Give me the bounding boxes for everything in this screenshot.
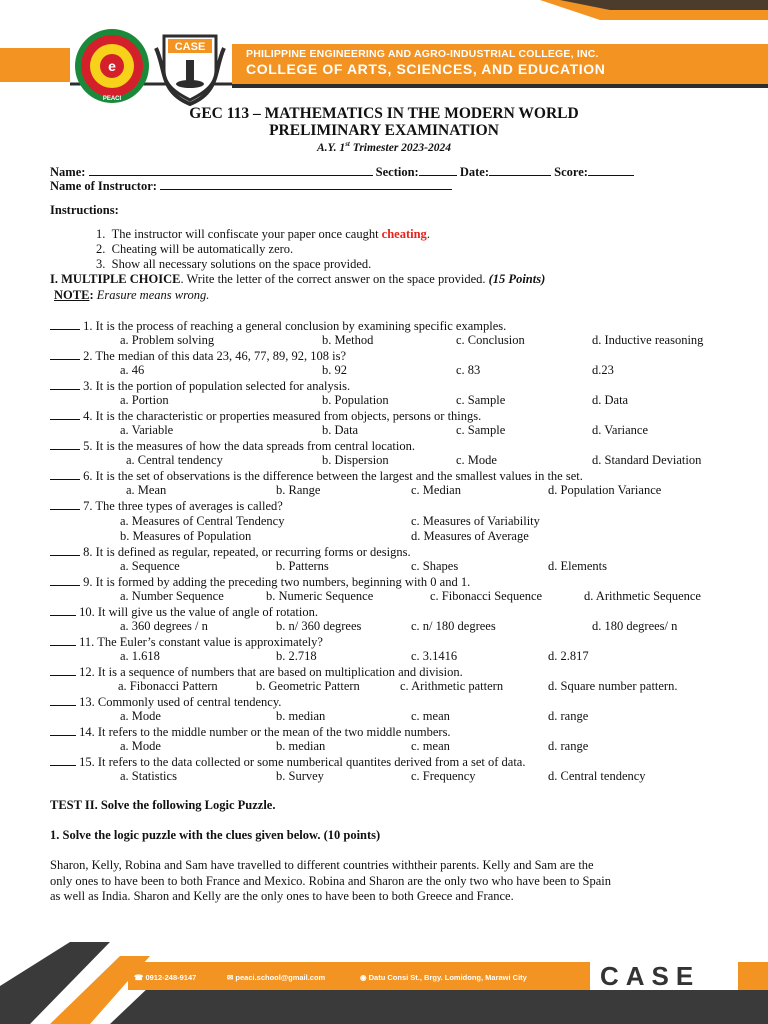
answer-blank[interactable] [50,634,76,646]
answer-blank[interactable] [50,724,76,736]
instruction-item-1 [96,227,430,241]
note-row: NOTE: Erasure means wrong. [54,288,210,302]
seal-right-text: CASE [174,41,206,53]
note-text: Erasure means wrong. [93,288,210,302]
note-label: NOTE [54,288,90,302]
option: a. Variable [120,423,174,437]
option: d.23 [592,363,614,377]
footer-address [360,973,527,982]
question-text: It is the process of reaching a general conclusion by examining specific examples. [95,319,507,333]
answer-blank[interactable] [50,574,80,586]
question-text: It refers to the middle number or the mean of the two middle numbers. [97,725,451,739]
option: c. Frequency [411,769,476,783]
option: d. Inductive reasoning [592,333,704,347]
instructor-row [50,178,452,193]
question-4 [50,408,481,423]
instructor-label: Name of Instructor: [50,179,157,193]
question-text: The Euler’s constant value is approximately? [97,635,323,649]
option: b. Numeric Sequence [266,589,374,603]
instructions-heading: Instructions: [50,203,119,217]
question-number: 1. [80,319,96,333]
answer-blank[interactable] [50,348,80,360]
option: b. median [276,739,326,753]
instruction-item-3 [96,257,371,271]
answer-blank[interactable] [50,378,80,390]
footer-brand: CASE [600,961,701,991]
question-14 [50,724,451,739]
question-8 [50,544,411,559]
answer-blank[interactable] [50,438,80,450]
option: b. Dispersion [322,453,389,467]
option: c. mean [411,739,450,753]
peaci-seal-logo [73,27,151,105]
option: d. 180 degrees/ n [592,619,678,633]
phone-text: 0912-248-9147 [145,973,197,982]
ay-prefix: A.Y. 1 [316,141,346,154]
question-12 [50,664,463,679]
option: c. Mode [456,453,497,467]
svg-text:e: e [108,58,116,74]
location-icon: ◉ [360,973,367,982]
option: c. Sample [456,393,506,407]
question-number: 6. [80,469,96,483]
score-label: Score: [554,165,588,179]
question-6 [50,468,583,483]
option: b. Data [322,423,359,437]
question-number: 15. [76,755,98,769]
option: c. 83 [456,363,481,377]
answer-blank[interactable] [50,754,76,766]
question-text: It refers to the data collected or some numberical quantites derived from a set of data. [97,755,526,769]
option: c. Fibonacci Sequence [430,589,543,603]
question-number: 3. [80,379,96,393]
section-field[interactable] [419,164,457,176]
option: c. Measures of Variability [411,514,540,528]
instruction-num: 2. [96,242,106,256]
institution-name: PHILIPPINE ENGINEERING AND AGRO-INDUSTRIAL COLLEGE, INC. [246,48,599,60]
option: d. Elements [548,559,608,573]
phone-icon: ☎ [134,973,144,982]
date-label: Date: [459,165,489,179]
email-icon: ✉ [227,973,234,982]
option: d. Arithmetic Sequence [584,589,701,603]
question-11 [50,634,323,649]
part1-points: (15 Points) [488,272,546,286]
option: c. Arithmetic pattern [400,679,504,693]
option: b. 92 [322,363,347,377]
question-number: 2. [80,349,96,363]
seal-left-text: PEACI [102,96,122,102]
question-number: 13. [76,695,98,709]
cheating-highlight: cheating [381,227,427,241]
question-text: Commonly used of central tendency. [97,695,282,709]
question-15 [50,754,525,769]
question-1 [50,318,506,333]
answer-blank[interactable] [50,408,80,420]
ay-suffix: Trimester 2023-2024 [349,141,452,154]
option: a. 360 degrees / n [120,619,208,633]
ay-sup: st [345,140,350,148]
option: b. n/ 360 degrees [276,619,362,633]
option: a. Sequence [120,559,180,573]
option: a. Mode [120,709,161,723]
name-label: Name: [50,165,86,179]
instruction-num: 3. [96,257,106,271]
name-row [50,164,634,179]
option: a. 1.618 [120,649,160,663]
instruction-text: Show all necessary solutions on the space provided. [111,257,372,271]
instruction-item-2 [96,242,293,256]
question-number: 14. [76,725,98,739]
option: d. Population Variance [548,483,662,497]
puzzle-line-3: as well as India. Sharon and Kelly are the only ones to have been to both Greece and France. [50,889,514,903]
question-2 [50,348,346,363]
option: a. Measures of Central Tendency [120,514,285,528]
option: d. Standard Deviation [592,453,702,467]
part1-heading-row [50,272,545,286]
instruction-text-end: . [426,227,430,241]
option: c. n/ 180 degrees [411,619,496,633]
option: c. Conclusion [456,333,525,347]
option: d. Variance [592,423,648,437]
question-text: It is the portion of population selected for analysis. [95,379,351,393]
answer-blank[interactable] [50,468,80,480]
option: d. Measures of Average [411,529,529,543]
option: b. Patterns [276,559,329,573]
question-number: 11. [76,635,98,649]
test2-subheading: 1. Solve the logic puzzle with the clues given below. (10 points) [50,828,381,842]
option: d. range [548,709,589,723]
question-number: 10. [76,605,98,619]
part1-heading: I. MULTIPLE CHOICE [50,272,181,286]
question-text: It is defined as regular, repeated, or recurring forms or designs. [95,545,411,559]
test2-heading: TEST II. Solve the following Logic Puzzle. [50,798,276,812]
section-label: Section: [375,165,419,179]
score-field[interactable] [588,164,634,176]
question-number: 5. [80,439,96,453]
option: b. 2.718 [276,649,317,663]
option: a. Mode [120,739,161,753]
option: a. Problem solving [120,333,215,347]
instructor-field[interactable] [160,178,452,190]
question-3 [50,378,350,393]
question-number: 8. [80,545,96,559]
question-number: 12. [76,665,98,679]
option: d. range [548,739,589,753]
option: d. Central tendency [548,769,646,783]
option: b. Measures of Population [120,529,252,543]
option: b. Survey [276,769,324,783]
answer-blank[interactable] [50,498,80,510]
question-text: It will give us the value of angle of rotation. [97,605,318,619]
answer-blank[interactable] [50,694,76,706]
option: b. Method [322,333,374,347]
option: b. median [276,709,326,723]
question-number: 9. [80,575,96,589]
instruction-text: Cheating will be automatically zero. [111,242,294,256]
option: a. Portion [120,393,169,407]
option: a. 46 [120,363,145,377]
puzzle-line-1: Sharon, Kelly, Robina and Sam have travelled to different countries withtheir parents. Kelly and Sam are the [50,858,594,872]
option: c. Shapes [411,559,459,573]
option: c. mean [411,709,450,723]
date-field[interactable] [489,164,551,176]
exam-title: PRELIMINARY EXAMINATION [269,122,499,139]
option: b. Range [276,483,321,497]
address-text: Datu Consi St., Brgy. Lomidong, Marawi City [368,973,527,982]
option: b. Population [322,393,389,407]
option: c. Sample [456,423,506,437]
option: a. Mean [126,483,167,497]
answer-blank[interactable] [50,664,76,676]
question-number: 7. [80,499,96,513]
puzzle-line-2: only ones to have been to both France and Mexico. Robina and Sharon are the only two who have been to Spain [50,874,611,888]
college-name: COLLEGE OF ARTS, SCIENCES, AND EDUCATION [246,61,606,77]
part1-instruction: . Write the letter of the correct answer on the space provided. [180,272,489,286]
question-9 [50,574,470,589]
question-13 [50,694,281,709]
answer-blank[interactable] [50,544,80,556]
footer-phone [134,973,196,982]
question-text: It is the characteristic or properties measured from objects, persons or things. [95,409,482,423]
question-text: It is the measures of how the data spreads from central location. [95,439,415,453]
answer-blank[interactable] [50,318,80,330]
option: a. Central tendency [126,453,223,467]
name-field[interactable] [89,164,373,176]
email-text: peaci.school@gmail.com [235,973,326,982]
option: a. Statistics [120,769,177,783]
answer-blank[interactable] [50,604,76,616]
option: d. 2.817 [548,649,589,663]
footer-email [227,973,325,982]
option: c. 3.1416 [411,649,458,663]
question-text: The median of this data 23, 46, 77, 89, 92, 108 is? [95,349,347,363]
option: a. Fibonacci Pattern [118,679,218,693]
question-text: It is the set of observations is the difference between the largest and the smallest values in the set. [95,469,583,483]
option: a. Number Sequence [120,589,224,603]
case-shield-logo [150,30,230,106]
question-text: It is formed by adding the preceding two numbers, beginning with 0 and 1. [95,575,471,589]
option: d. Data [592,393,629,407]
question-text: The three types of averages is called? [95,499,283,513]
question-number: 4. [80,409,96,423]
question-10 [50,604,318,619]
option: d. Square number pattern. [548,679,678,693]
academic-year [0,140,768,154]
option: b. Geometric Pattern [256,679,360,693]
question-text: It is a sequence of numbers that are based on multiplication and division. [97,665,463,679]
instruction-text: The instructor will confiscate your paper once caught [111,227,382,241]
instruction-num: 1. [96,227,106,241]
question-7 [50,498,283,513]
question-5 [50,438,415,453]
option: c. Median [411,483,461,497]
course-title: GEC 113 – MATHEMATICS IN THE MODERN WORLD [189,105,579,122]
